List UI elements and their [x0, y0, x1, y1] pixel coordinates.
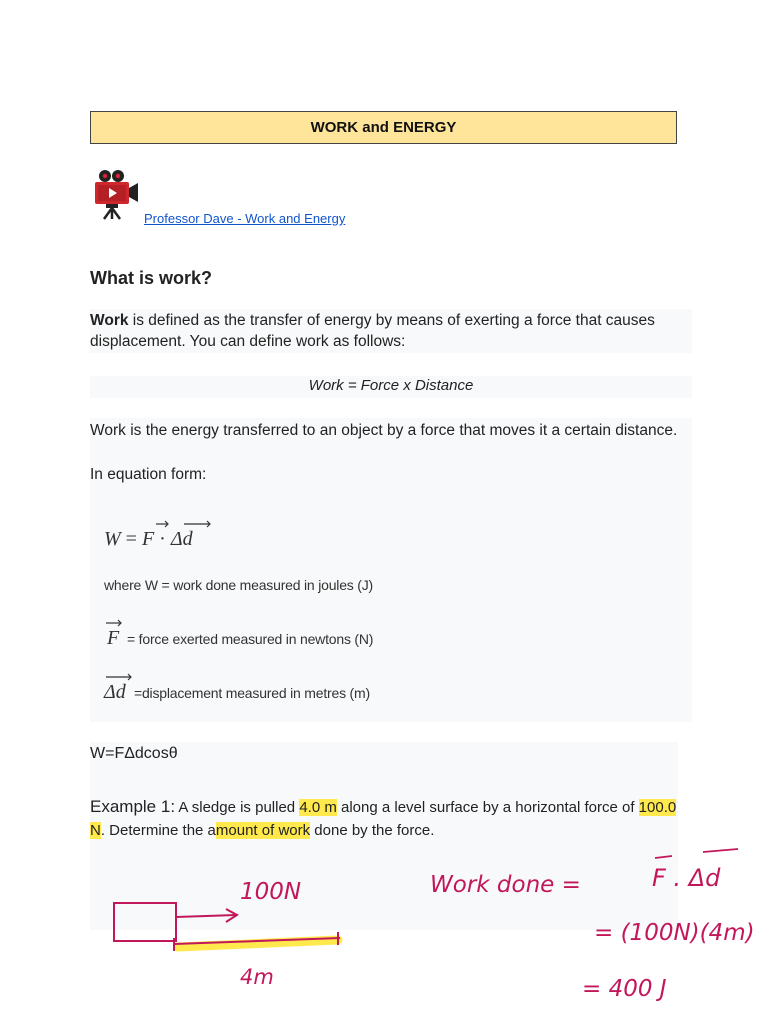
energy-sentence: Work is the energy transferred to an object by a force that moves it a certain distance. — [90, 422, 678, 439]
eq-force: F — [141, 528, 155, 550]
eq-w: W — [104, 528, 121, 550]
definition-bold: Work — [90, 312, 129, 329]
hw-distance-label: 4m — [240, 965, 274, 989]
hw-line3: = 400 J — [582, 976, 667, 1002]
hw-line1: Work done = — [430, 872, 581, 898]
hw-line2: = (100N)(4m) — [594, 920, 755, 946]
hw-f-vector-arrow — [655, 856, 672, 858]
def-force-symbol: F — [107, 627, 120, 649]
example-t4: done by the force. — [310, 822, 435, 839]
example-highlight-distance: 4.0 m — [299, 799, 337, 816]
hw-force-label: 100N — [240, 879, 302, 905]
eq-dot: · — [159, 528, 166, 550]
hw-d-vector-arrow — [703, 849, 738, 852]
eq-equals: = — [125, 528, 137, 550]
equation-form-label: In equation form: — [90, 466, 207, 483]
section-heading: What is work? — [90, 268, 213, 288]
def-force: = force exerted measured in newtons (N) — [127, 631, 374, 647]
example-highlight-work: mount of work — [215, 822, 311, 839]
force-arrow — [176, 915, 236, 917]
def-work: where W = work done measured in joules (J) — [104, 577, 373, 593]
sledge-box — [114, 903, 176, 941]
definition-text: is defined as the transfer of energy by means of exerting a force that causes displacement. You can define work as follows: — [90, 312, 655, 350]
eq-displacement: Δd — [170, 528, 193, 550]
example-label: Example 1: — [90, 797, 176, 816]
example-t2: along a level surface by a horizontal force of — [336, 799, 639, 816]
video-link[interactable]: Professor Dave - Work and Energy — [144, 211, 346, 226]
def-displacement-symbol: Δd — [104, 681, 126, 703]
work-formula-words: Work = Force x Distance — [90, 376, 692, 398]
example-t3: . Determine the a — [100, 822, 216, 839]
example-highlight-force: 100.0 N — [90, 799, 677, 839]
hw-line1-vectors: F . Δd — [652, 864, 721, 892]
page-title: WORK and ENERGY — [90, 111, 677, 144]
example-t1: A sledge is pulled — [175, 799, 300, 816]
formula-cos: W=FΔdcosθ — [90, 745, 178, 762]
def-displacement: =displacement measured in metres (m) — [134, 685, 370, 701]
